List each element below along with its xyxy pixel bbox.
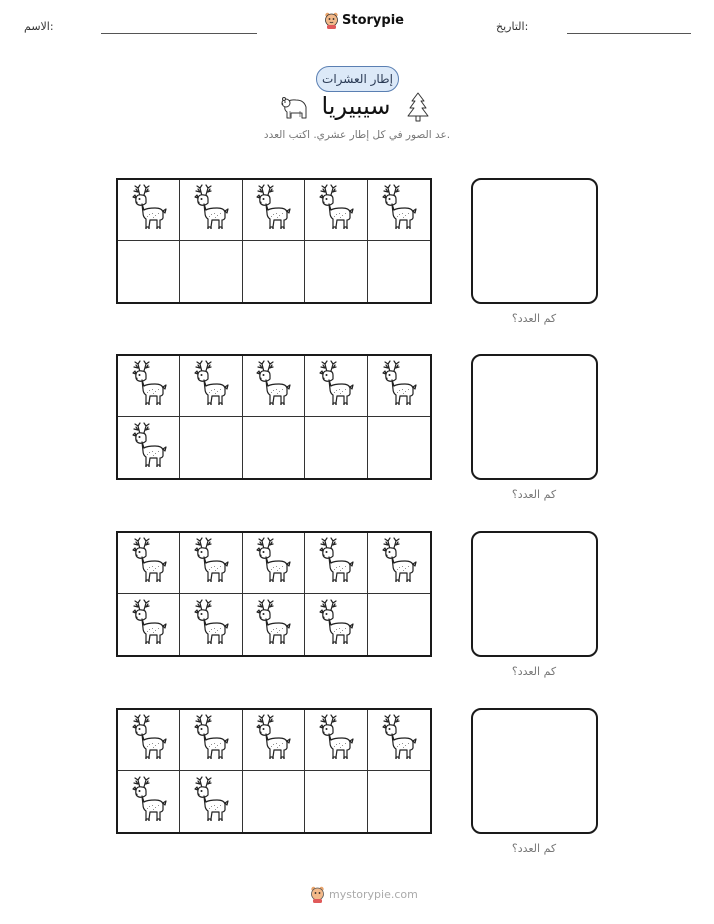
reindeer-icon — [251, 360, 295, 412]
ten-frame-cell — [368, 356, 430, 417]
ten-frame — [116, 531, 432, 657]
ten-frame-cell — [243, 356, 305, 417]
ten-frame-cell — [118, 180, 180, 241]
reindeer-icon — [189, 714, 233, 766]
name-line[interactable] — [101, 33, 257, 34]
answer-box[interactable] — [471, 354, 598, 480]
reindeer-icon — [251, 599, 295, 651]
reindeer-icon — [314, 714, 358, 766]
ten-frame-cell — [243, 710, 305, 771]
brand-logo — [324, 12, 404, 29]
reindeer-icon — [189, 537, 233, 589]
ten-frame-cell — [118, 771, 180, 832]
ten-frame-cell — [118, 417, 180, 478]
reindeer-icon — [127, 537, 171, 589]
reindeer-icon — [127, 714, 171, 766]
ten-frame-cell — [368, 594, 430, 655]
count-prompt: كم العدد؟ — [511, 312, 557, 325]
ten-frame-cell — [305, 710, 367, 771]
instructions: عد الصور في كل إطار عشري. اكتب العدد. — [263, 129, 451, 141]
reindeer-icon — [314, 184, 358, 236]
reindeer-icon — [251, 184, 295, 236]
ten-frame-cell — [305, 356, 367, 417]
ten-frame-cell — [368, 771, 430, 832]
reindeer-icon — [377, 537, 421, 589]
ten-frame — [116, 178, 432, 304]
topic-badge: إطار العشرات — [316, 66, 399, 92]
name-label: الاسم: — [24, 20, 54, 33]
ten-frame-cell — [368, 241, 430, 302]
reindeer-icon — [189, 776, 233, 828]
footer — [310, 886, 418, 903]
ten-frame — [116, 354, 432, 480]
count-prompt: كم العدد؟ — [511, 665, 557, 678]
answer-box[interactable] — [471, 531, 598, 657]
ten-frame-cell — [118, 533, 180, 594]
count-prompt: كم العدد؟ — [511, 488, 557, 501]
ten-frame-cell — [180, 417, 242, 478]
page-title: سيبيريا — [321, 92, 391, 120]
reindeer-icon — [127, 422, 171, 474]
ten-frame-cell — [243, 241, 305, 302]
ten-frame-cell — [305, 533, 367, 594]
reindeer-icon — [314, 537, 358, 589]
ten-frame-cell — [118, 594, 180, 655]
answer-box[interactable] — [471, 178, 598, 304]
reindeer-icon — [189, 599, 233, 651]
brand-name: Storypie — [342, 13, 404, 28]
ten-frame-cell — [305, 771, 367, 832]
reindeer-icon — [377, 184, 421, 236]
date-label: التاريخ: — [496, 20, 529, 33]
ten-frame-cell — [118, 710, 180, 771]
reindeer-icon — [314, 360, 358, 412]
ten-frame-cell — [180, 241, 242, 302]
ten-frame-cell — [368, 180, 430, 241]
ten-frame-cell — [305, 417, 367, 478]
ten-frame-cell — [180, 771, 242, 832]
polar-bear-icon — [278, 92, 312, 122]
reindeer-icon — [314, 599, 358, 651]
reindeer-icon — [127, 360, 171, 412]
reindeer-icon — [251, 537, 295, 589]
reindeer-icon — [189, 360, 233, 412]
ten-frame-cell — [368, 710, 430, 771]
reindeer-icon — [127, 184, 171, 236]
ten-frame-cell — [243, 417, 305, 478]
ten-frame-cell — [243, 533, 305, 594]
ten-frame-cell — [243, 180, 305, 241]
ten-frame-cell — [180, 180, 242, 241]
ten-frame-cell — [180, 594, 242, 655]
pine-tree-icon — [405, 91, 431, 123]
storypie-mascot-icon — [310, 886, 325, 903]
ten-frame-cell — [305, 180, 367, 241]
storypie-mascot-icon — [324, 12, 339, 29]
footer-site: mystorypie.com — [329, 888, 418, 901]
ten-frame-cell — [180, 356, 242, 417]
ten-frame-cell — [243, 771, 305, 832]
ten-frame-cell — [305, 594, 367, 655]
reindeer-icon — [127, 599, 171, 651]
ten-frame-cell — [305, 241, 367, 302]
reindeer-icon — [127, 776, 171, 828]
answer-box[interactable] — [471, 708, 598, 834]
ten-frame-cell — [180, 533, 242, 594]
ten-frame-cell — [118, 356, 180, 417]
reindeer-icon — [377, 714, 421, 766]
ten-frame-cell — [118, 241, 180, 302]
ten-frame-cell — [180, 710, 242, 771]
count-prompt: كم العدد؟ — [511, 842, 557, 855]
ten-frame-cell — [368, 417, 430, 478]
reindeer-icon — [377, 360, 421, 412]
date-line[interactable] — [567, 33, 691, 34]
ten-frame-cell — [243, 594, 305, 655]
reindeer-icon — [189, 184, 233, 236]
ten-frame-cell — [368, 533, 430, 594]
reindeer-icon — [251, 714, 295, 766]
ten-frame — [116, 708, 432, 834]
